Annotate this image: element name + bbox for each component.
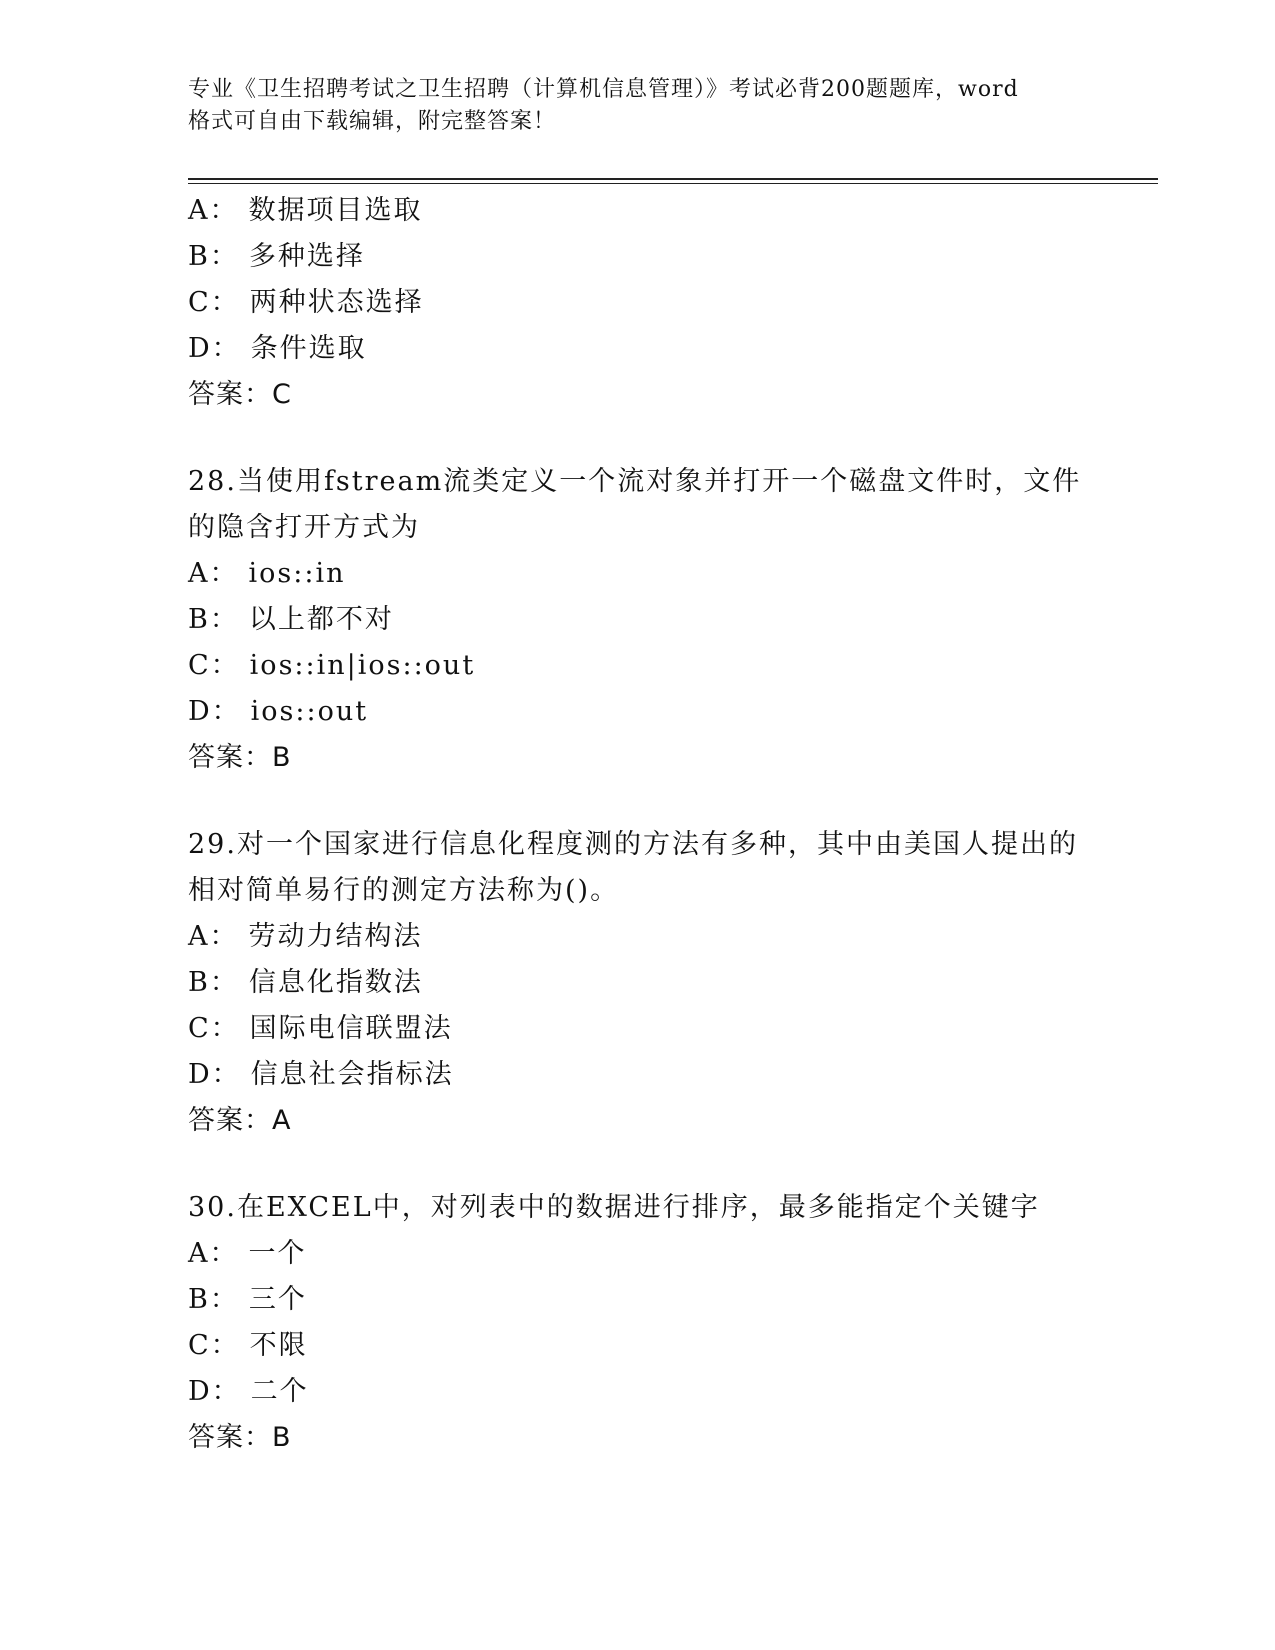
question-text-line-1: 28.当使用fstream流类定义一个流对象并打开一个磁盘文件时，文件 bbox=[188, 466, 1082, 497]
question-28 bbox=[188, 459, 1088, 781]
option-text: 信息社会指标法 bbox=[250, 1059, 454, 1090]
option-letter: A： bbox=[188, 1238, 239, 1269]
option-letter: A： bbox=[188, 921, 239, 952]
option-letter: D： bbox=[188, 333, 241, 364]
option-text: 多种选择 bbox=[248, 241, 365, 272]
option-letter: B： bbox=[188, 967, 239, 998]
option-text: ios::in bbox=[248, 558, 346, 589]
option-d bbox=[188, 326, 1088, 372]
option-letter: D： bbox=[188, 1376, 241, 1407]
option-text: ios::in|ios::out bbox=[249, 650, 476, 681]
option-letter: C： bbox=[188, 1013, 240, 1044]
option-text: 劳动力结构法 bbox=[248, 921, 423, 952]
question-text-line-1: 29.对一个国家进行信息化程度测的方法有多种，其中由美国人提出的 bbox=[188, 829, 1078, 860]
option-text: 以上都不对 bbox=[248, 604, 394, 635]
question-text-line-2: 的隐含打开方式为 bbox=[188, 512, 420, 543]
option-text: 两种状态选择 bbox=[249, 287, 424, 318]
option-c bbox=[188, 1323, 1088, 1369]
option-letter: C： bbox=[188, 650, 240, 681]
option-letter: B： bbox=[188, 604, 239, 635]
option-text: 信息化指数法 bbox=[248, 967, 423, 998]
option-text: 不限 bbox=[249, 1330, 308, 1361]
option-text: 一个 bbox=[248, 1238, 307, 1269]
question-list bbox=[188, 188, 1088, 1461]
option-b bbox=[188, 234, 1088, 280]
question-partial bbox=[188, 188, 1088, 418]
option-b bbox=[188, 597, 1088, 643]
header-divider-thin bbox=[188, 183, 1158, 184]
option-c bbox=[188, 280, 1088, 326]
answer-line: 答案：B bbox=[188, 1422, 292, 1453]
header-divider-thick bbox=[188, 178, 1158, 180]
document-header bbox=[188, 74, 1088, 138]
option-d bbox=[188, 1369, 1088, 1415]
header-line-1: 专业《卫生招聘考试之卫生招聘（计算机信息管理）》考试必背200题题库，word bbox=[188, 77, 1019, 102]
option-text: ios::out bbox=[250, 696, 369, 727]
option-text: 二个 bbox=[250, 1376, 309, 1407]
option-d bbox=[188, 689, 1088, 735]
option-b bbox=[188, 960, 1088, 1006]
option-b bbox=[188, 1277, 1088, 1323]
option-a bbox=[188, 188, 1088, 234]
option-letter: A： bbox=[188, 558, 239, 589]
option-letter: D： bbox=[188, 696, 241, 727]
option-d bbox=[188, 1052, 1088, 1098]
option-a bbox=[188, 914, 1088, 960]
option-letter: B： bbox=[188, 241, 239, 272]
header-line-2: 格式可自由下载编辑，附完整答案！ bbox=[188, 109, 557, 134]
question-text-line-2: 相对简单易行的测定方法称为()。 bbox=[188, 875, 620, 906]
option-letter: C： bbox=[188, 287, 240, 318]
option-text: 国际电信联盟法 bbox=[249, 1013, 453, 1044]
option-text: 条件选取 bbox=[250, 333, 367, 364]
answer-line: 答案：A bbox=[188, 1105, 292, 1136]
option-letter: C： bbox=[188, 1330, 240, 1361]
option-c bbox=[188, 1006, 1088, 1052]
option-text: 数据项目选取 bbox=[248, 195, 423, 226]
option-text: 三个 bbox=[248, 1284, 307, 1315]
question-29 bbox=[188, 822, 1088, 1144]
answer-line: 答案：B bbox=[188, 742, 292, 773]
option-letter: A： bbox=[188, 195, 239, 226]
option-letter: B： bbox=[188, 1284, 239, 1315]
option-letter: D： bbox=[188, 1059, 241, 1090]
question-30 bbox=[188, 1185, 1088, 1461]
question-text-line-1: 30.在EXCEL中，对列表中的数据进行排序，最多能指定个关键字 bbox=[188, 1192, 1040, 1223]
option-c bbox=[188, 643, 1088, 689]
option-a bbox=[188, 551, 1088, 597]
option-a bbox=[188, 1231, 1088, 1277]
answer-line: 答案：C bbox=[188, 379, 292, 410]
